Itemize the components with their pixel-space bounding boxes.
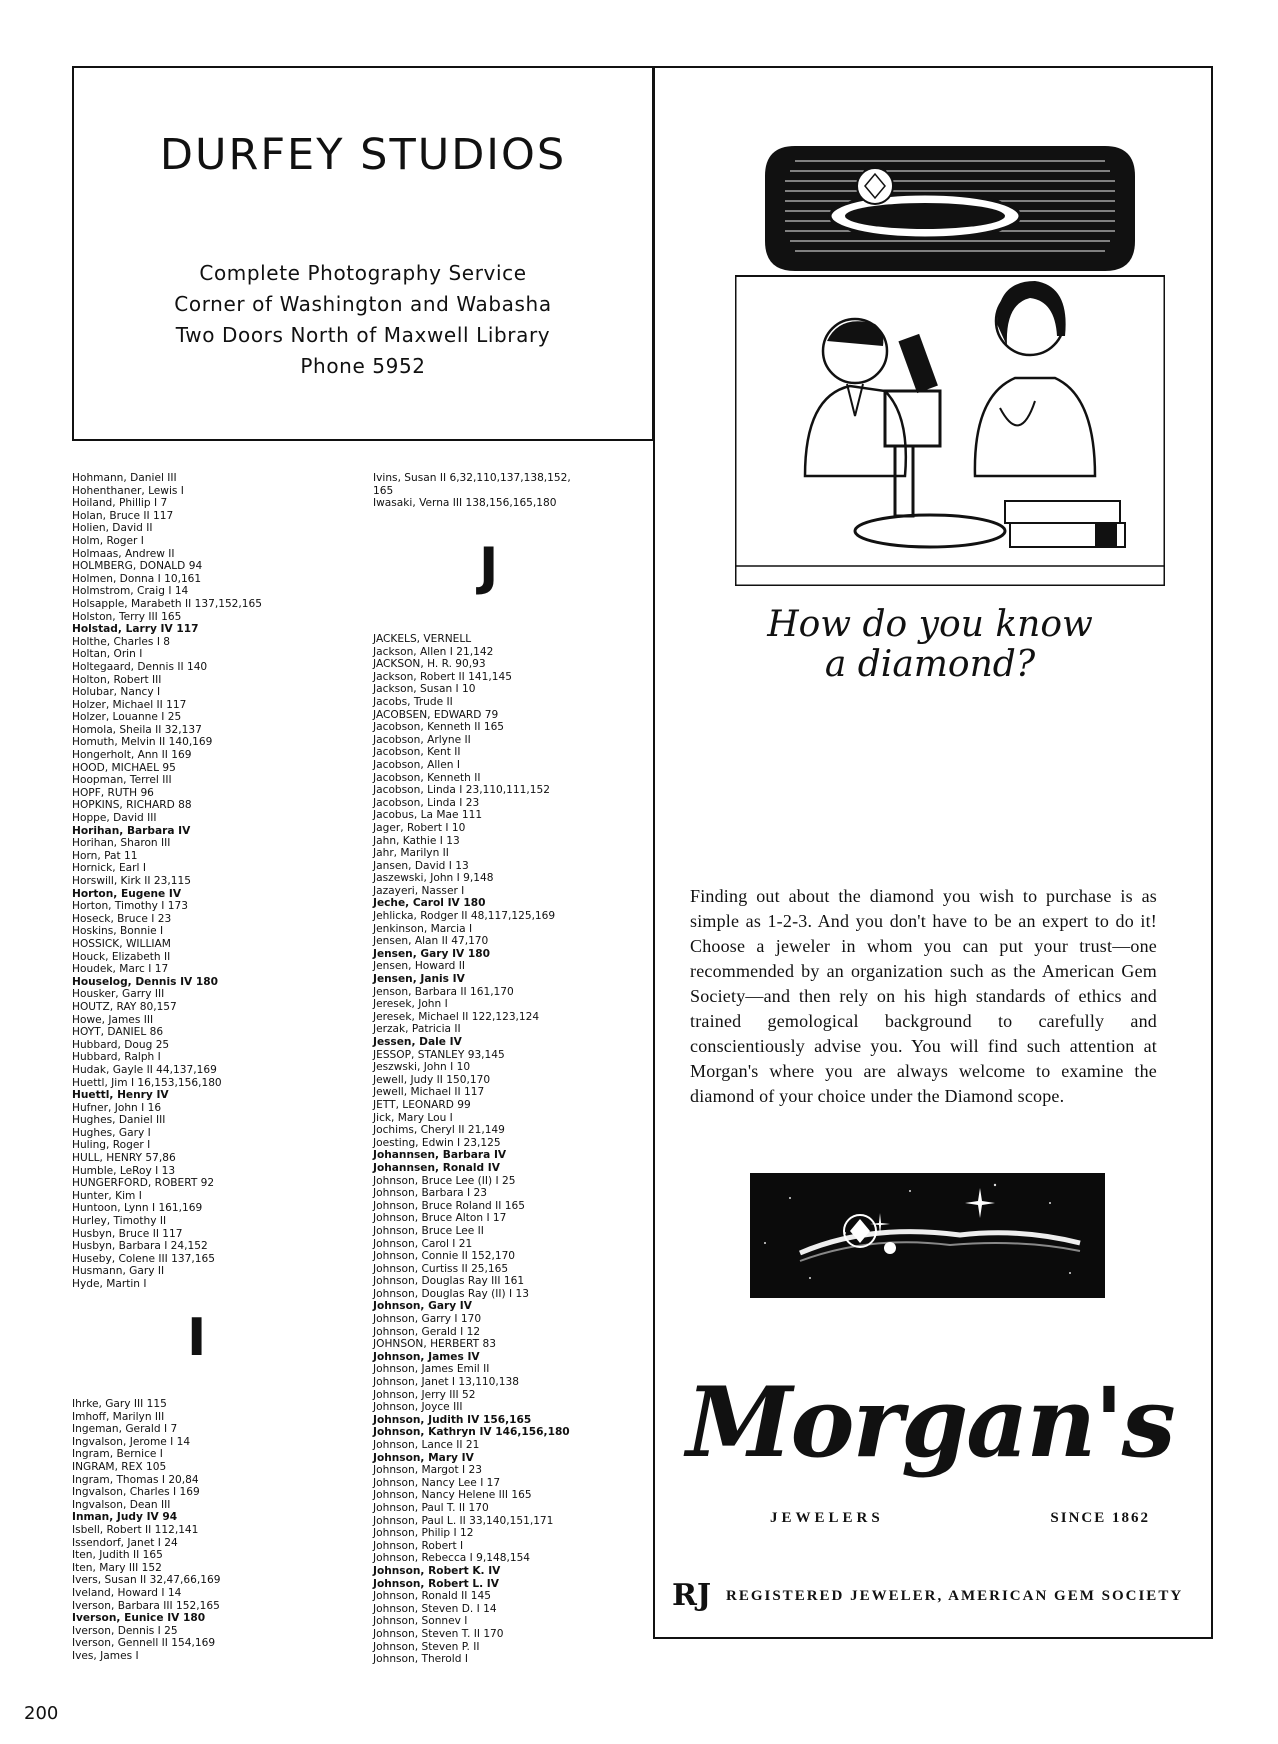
index-entry: Humble, LeRoy I 13 [72, 1164, 176, 1177]
jewelers-label: JEWELERS [770, 1510, 884, 1526]
index-entry: Holmaas, Andrew II [72, 547, 175, 560]
index-entry: Ingvalson, Charles I 169 [72, 1486, 200, 1499]
index-entry: Johnson, Paul L. II 33,140,151,171 [373, 1514, 554, 1527]
index-entry: Ivins, Susan II 6,32,110,137,138,152, [373, 472, 571, 484]
morgans-script-wordmark: Morgan's [686, 1366, 1174, 1479]
headline-line-1: How do you know [767, 604, 1093, 645]
index-entry: Johnson, Jerry III 52 [373, 1388, 476, 1401]
index-entry: Johnson, Margot I 23 [373, 1464, 482, 1477]
index-entry: Hudak, Gayle II 44,137,169 [72, 1063, 217, 1076]
index-entry: JETT, LEONARD 99 [373, 1098, 471, 1111]
section-letter-j: J [479, 537, 499, 597]
index-entry: Holsapple, Marabeth II 137,152,165 [72, 597, 263, 610]
index-entry: Holthe, Charles I 8 [72, 635, 171, 648]
index-entry: Iverson, Eunice IV 180 [72, 1612, 206, 1625]
index-entry: Jewell, Michael II 117 [373, 1086, 485, 1099]
index-entry: Johnson, Kathryn IV 146,156,180 [373, 1426, 570, 1439]
durfey-details [74, 258, 652, 382]
index-entry: Jackson, Robert II 141,145 [373, 670, 512, 683]
index-entry: Horton, Eugene IV [72, 887, 182, 900]
rj-emblem-icon: RJ [672, 1578, 712, 1613]
index-entry: Holan, Bruce II 117 [72, 509, 174, 522]
index-entry: Ives, James I [72, 1649, 139, 1662]
index-entry: Johnson, Judith IV 156,165 [373, 1413, 532, 1426]
index-entry: Holzer, Louanne I 25 [72, 711, 182, 724]
index-entry: Holtegaard, Dennis II 140 [72, 660, 208, 673]
ad-headline [690, 605, 1170, 685]
index-entry: Holien, David II [72, 522, 153, 535]
morgans-logo [680, 1356, 1180, 1556]
microscope-couple-illustration [735, 146, 1165, 586]
index-entry: Jacobson, Arlyne II [373, 733, 471, 746]
index-entry: Horswill, Kirk II 23,115 [72, 875, 191, 887]
index-entry: Johnson, Gary IV [373, 1300, 472, 1313]
index-entry: 165 [373, 484, 394, 497]
index-entry: INGRAM, REX 105 [72, 1460, 167, 1473]
index-entry: Johnson, James Emil II [373, 1363, 490, 1376]
index-entry: Jacobson, Linda I 23 [373, 796, 480, 809]
index-entry: Holmen, Donna I 10,161 [72, 572, 202, 585]
index-column-i [72, 1398, 220, 1662]
index-entry: Johnson, Paul T. II 170 [373, 1501, 489, 1514]
index-entry: Hunter, Kim I [72, 1189, 142, 1202]
index-entry: Hoopman, Terrel III [72, 774, 172, 787]
index-entry: Ingeman, Gerald I 7 [72, 1423, 178, 1436]
index-entry: Jeszwski, John I 10 [373, 1061, 471, 1074]
index-entry: Jacobs, Trude II [373, 695, 453, 708]
index-entry: Johannsen, Barbara IV [373, 1149, 507, 1162]
index-entry: Jenson, Barbara II 161,170 [373, 985, 514, 998]
index-entry: Hornick, Earl I [72, 862, 146, 875]
index-entry: Iverson, Dennis I 25 [72, 1624, 178, 1637]
index-entry: Horton, Timothy I 173 [72, 900, 188, 913]
index-entry: Johnson, Lance II 21 [373, 1439, 480, 1451]
index-entry: Huettl, Henry IV [72, 1089, 169, 1102]
index-entry: Hughes, Gary I [72, 1126, 151, 1139]
index-entry: Jahr, Marilyn II [373, 847, 449, 860]
headline-line-2: a diamond? [824, 644, 1036, 685]
index-entry: Jensen, Gary IV 180 [373, 947, 491, 960]
index-entry: Johannsen, Ronald IV [373, 1161, 500, 1174]
durfey-line: Complete Photography Service [199, 261, 527, 285]
index-entry: Holton, Robert III [72, 673, 162, 686]
index-entry: JACOBSEN, EDWARD 79 [373, 708, 499, 721]
durfey-line: Two Doors North of Maxwell Library [175, 323, 551, 347]
index-entry: Iverson, Gennell II 154,169 [72, 1637, 216, 1650]
index-entry: Jensen, Janis IV [373, 973, 465, 986]
ad-body-copy: Finding out about the diamond you wish to purchase is as simple as 1-2-3. And you don't have to be an expert to do it! Choose a jeweler in whom you can put your trust—one recommended by an organization such as the American Gem Society—and then rely on his high standards of ethics and trained gemological background to carefully and conscientiously advise you. You will find such attention at Morgan's where you are always welcome to examine the diamond of your choice under the Diamond scope. [690, 886, 1157, 1106]
section-letter-i: I [187, 1308, 207, 1368]
index-entry: Johnson, Nancy Helene III 165 [373, 1489, 532, 1502]
index-entry: Iten, Judith II 165 [72, 1549, 163, 1562]
index-entry: Houselog, Dennis IV 180 [72, 975, 219, 988]
index-entry: Imhoff, Marilyn III [72, 1410, 165, 1423]
registered-jeweler-text: REGISTERED JEWELER, AMERICAN GEM SOCIETY [726, 1588, 1184, 1604]
index-entry: Jensen, Alan II 47,170 [373, 935, 489, 948]
index-entry: JACKELS, VERNELL [373, 633, 472, 645]
index-entry: Jeresek, John I [373, 998, 448, 1011]
index-entry: Horihan, Sharon III [72, 837, 171, 850]
index-entry: Jeresek, Michael II 122,123,124 [373, 1010, 540, 1023]
index-entry: Johnson, James IV [373, 1350, 480, 1363]
index-entry: HUNGERFORD, ROBERT 92 [72, 1177, 215, 1190]
index-entry: HOOD, MICHAEL 95 [72, 761, 176, 774]
index-entry: Hoseck, Bruce I 23 [72, 912, 172, 925]
index-entry: Jensen, Howard II [373, 960, 465, 973]
index-entry: Holzer, Michael II 117 [72, 698, 187, 711]
index-entry: Holston, Terry III 165 [72, 610, 182, 623]
index-entry: Johnson, Joyce III [373, 1401, 463, 1414]
index-entry: HOSSICK, WILLIAM [72, 937, 171, 950]
index-entry: Johnson, Steven D. I 14 [373, 1602, 497, 1615]
index-entry: Houck, Elizabeth II [72, 950, 171, 963]
index-entry: Horn, Pat 11 [72, 849, 138, 862]
index-entry: Johnson, Garry I 170 [373, 1313, 482, 1326]
index-entry: Johnson, Robert K. IV [373, 1564, 501, 1577]
index-entry: Jacobson, Kenneth II 165 [373, 721, 505, 734]
index-entry: Huling, Roger I [72, 1139, 151, 1152]
index-entry: Hohenthaner, Lewis I [72, 484, 184, 497]
index-entry: Ingvalson, Jerome I 14 [72, 1435, 191, 1448]
index-entry: Johnson, Bruce Lee (II) I 25 [373, 1174, 516, 1187]
index-entry: HOUTZ, RAY 80,157 [72, 1000, 177, 1013]
index-entry: Jick, Mary Lou I [373, 1111, 453, 1124]
index-entry: Johnson, Mary IV [373, 1451, 474, 1464]
index-entry: Jahn, Kathie I 13 [373, 834, 460, 847]
index-entry: Homola, Sheila II 32,137 [72, 723, 202, 736]
index-entry: Jeche, Carol IV 180 [373, 897, 486, 910]
index-entry: Husmann, Gary II [72, 1265, 165, 1278]
index-entry: Holtan, Orin I [72, 648, 143, 661]
index-entry: Hubbard, Ralph I [72, 1051, 161, 1064]
index-entry: Hyde, Martin I [72, 1278, 147, 1290]
index-entry: Homuth, Melvin II 140,169 [72, 736, 213, 749]
index-entry: Hubbard, Doug 25 [72, 1038, 170, 1051]
index-entry: Johnson, Carol I 21 [373, 1237, 473, 1250]
index-entry: Horihan, Barbara IV [72, 824, 191, 837]
index-entry: Johnson, Curtiss II 25,165 [373, 1262, 509, 1275]
index-entry: Jacobson, Kenneth II [373, 771, 481, 784]
index-entry: Johnson, Bruce Roland II 165 [373, 1199, 525, 1212]
index-entry: Johnson, Douglas Ray III 161 [373, 1275, 525, 1288]
index-entry: Johnson, Robert I [373, 1539, 464, 1552]
index-entry: Jerzak, Patricia II [373, 1023, 461, 1036]
index-entry: Hurley, Timothy II [72, 1215, 167, 1228]
index-entry: Jansen, David I 13 [373, 859, 469, 872]
index-entry: Johnson, Barbara I 23 [373, 1187, 488, 1200]
index-entry: Jaszewski, John I 9,148 [373, 872, 494, 885]
index-entry: Houdek, Marc I 17 [72, 963, 169, 976]
index-entry: Hoskins, Bonnie I [72, 925, 164, 938]
index-entry: Holmstrom, Craig I 14 [72, 585, 189, 598]
durfey-studios-ad [72, 66, 654, 441]
index-entry: Howe, James III [72, 1013, 154, 1026]
index-entry: Jacobus, La Mae 111 [373, 809, 483, 822]
index-entry: JOHNSON, HERBERT 83 [373, 1338, 496, 1351]
durfey-title: DURFEY STUDIOS [159, 130, 567, 180]
index-entry: Hoppe, David III [72, 812, 157, 825]
since-label: SINCE 1862 [1050, 1510, 1150, 1526]
index-entry: Isbell, Robert II 112,141 [72, 1523, 199, 1536]
index-entry: Jackson, Susan I 10 [373, 683, 476, 696]
index-entry: Ingram, Thomas I 20,84 [72, 1473, 199, 1486]
index-entry: Johnson, Douglas Ray (II) I 13 [373, 1287, 529, 1300]
index-entry: HOYT, DANIEL 86 [72, 1026, 164, 1039]
index-entry: Housker, Garry III [72, 988, 165, 1001]
index-entry: Iveland, Howard I 14 [72, 1586, 182, 1599]
index-entry: Hohmann, Daniel III [72, 472, 177, 484]
page-number: 200 [24, 1703, 59, 1724]
index-column-h [72, 472, 262, 1291]
index-entry: Jazayeri, Nasser I [373, 884, 465, 897]
index-entry: Johnson, Connie II 152,170 [373, 1250, 516, 1263]
index-entry: Hufner, John I 16 [72, 1101, 162, 1114]
index-entry: Ingram, Bernice I [72, 1448, 163, 1461]
index-entry: JACKSON, H. R. 90,93 [373, 658, 486, 671]
index-entry: Johnson, Rebecca I 9,148,154 [373, 1552, 531, 1565]
index-entry: Hughes, Daniel III [72, 1114, 166, 1127]
index-entry: Johnson, Gerald I 12 [373, 1325, 481, 1338]
index-entry: Iwasaki, Verna III 138,156,165,180 [373, 497, 557, 510]
index-entry: Johnson, Bruce Alton I 17 [373, 1212, 507, 1225]
index-entry: Johnson, Philip I 12 [373, 1527, 474, 1540]
durfey-line: Phone 5952 [300, 354, 426, 378]
index-entry: Hoiland, Phillip I 7 [72, 497, 168, 510]
index-entry: Jenkinson, Marcia I [373, 922, 473, 935]
index-entry: Inman, Judy IV 94 [72, 1511, 178, 1524]
index-entry: Johnson, Janet I 13,110,138 [373, 1376, 520, 1389]
index-entry: Huntoon, Lynn I 161,169 [72, 1202, 203, 1215]
index-entry: Huettl, Jim I 16,153,156,180 [72, 1076, 222, 1089]
index-entry: Joesting, Edwin I 23,125 [373, 1136, 501, 1149]
index-entry: Johnson, Ronald II 145 [373, 1590, 491, 1603]
index-entry: Ivers, Susan II 32,47,66,169 [72, 1574, 221, 1587]
index-entry: Holubar, Nancy I [72, 686, 161, 699]
index-entry: Ingvalson, Dean III [72, 1498, 171, 1511]
index-entry: Jewell, Judy II 150,170 [373, 1073, 491, 1086]
index-entry: Issendorf, Janet I 24 [72, 1536, 178, 1549]
index-entry: Jager, Robert I 10 [373, 821, 466, 834]
registered-jeweler-line [672, 1578, 1212, 1614]
index-entry: Johnson, Steven T. II 170 [373, 1627, 504, 1640]
index-entry: Iverson, Barbara III 152,165 [72, 1599, 220, 1612]
index-entry: Johnson, Sonnev I [373, 1615, 468, 1628]
index-entry: Jacobson, Kent II [373, 746, 461, 759]
index-column-i-continued [373, 472, 571, 510]
index-entry: Johnson, Therold I [373, 1653, 468, 1666]
diamond-ring-photo [750, 1173, 1105, 1298]
index-entry: JESSOP, STANLEY 93,145 [373, 1048, 505, 1061]
index-entry: HOLMBERG, DONALD 94 [72, 560, 203, 573]
index-entry: Johnson, Nancy Lee I 17 [373, 1476, 501, 1489]
index-entry: Holstad, Larry IV 117 [72, 623, 199, 636]
index-entry: Jacobson, Linda I 23,110,111,152 [373, 784, 550, 797]
index-entry: HOPF, RUTH 96 [72, 786, 154, 799]
index-entry: Jehlicka, Rodger II 48,117,125,169 [373, 910, 556, 923]
index-entry: Holm, Roger I [72, 534, 144, 547]
index-entry: Ihrke, Gary III 115 [72, 1398, 167, 1410]
index-entry: Huseby, Colene III 137,165 [72, 1252, 215, 1265]
index-entry: Jochims, Cheryl II 21,149 [373, 1124, 505, 1137]
index-entry: Johnson, Robert L. IV [373, 1577, 499, 1590]
index-entry: Johnson, Steven P. II [373, 1640, 480, 1653]
index-entry: Jessen, Dale IV [373, 1036, 462, 1048]
index-entry: Husbyn, Barbara I 24,152 [72, 1240, 208, 1253]
index-entry: Jackson, Allen I 21,142 [373, 645, 494, 658]
index-entry: Husbyn, Bruce II 117 [72, 1227, 183, 1240]
index-entry: HULL, HENRY 57,86 [72, 1152, 176, 1165]
index-entry: HOPKINS, RICHARD 88 [72, 799, 192, 812]
index-entry: Iten, Mary III 152 [72, 1561, 162, 1574]
durfey-line: Corner of Washington and Wabasha [174, 292, 552, 316]
index-column-j [373, 633, 570, 1666]
index-entry: Jacobson, Allen I [373, 758, 460, 771]
index-entry: Hongerholt, Ann II 169 [72, 749, 192, 762]
index-entry: Johnson, Bruce Lee II [373, 1224, 484, 1237]
